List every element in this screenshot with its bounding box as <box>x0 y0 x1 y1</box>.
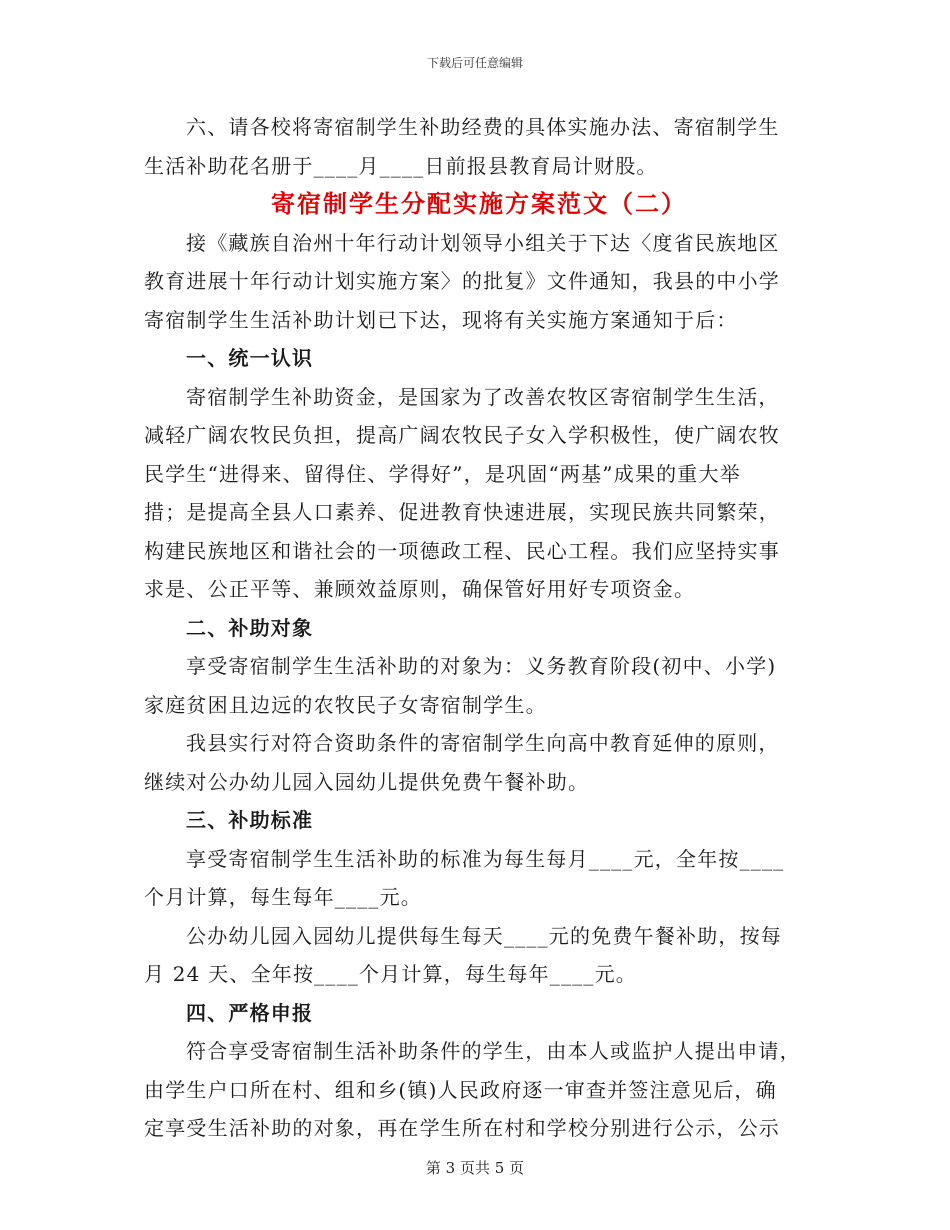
paragraph-line: 接《藏族自治州十年行动计划领导小组关于下达〈度省民族地区 <box>186 230 780 255</box>
paragraph-line: 教育进展十年行动计划实施方案〉的批复》文件通知，我县的中小学 <box>144 269 780 293</box>
paragraph-line: 构建民族地区和谐社会的一项德政工程、民心工程。我们应坚持实事 <box>144 538 780 563</box>
paragraph-line: 家庭贫困且边远的农牧民子女寄宿制学生。 <box>144 692 547 717</box>
section-heading: 四、严格申报 <box>186 1000 314 1025</box>
paragraph-line: 六、请各校将寄宿制学生补助经费的具体实施办法、寄宿制学生 <box>186 115 780 139</box>
paragraph-line: 寄宿制学生生活补助计划已下达，现将有关实施方案通知于后： <box>144 307 738 332</box>
paragraph-line: 继续对公办幼儿园入园幼儿提供免费午餐补助。 <box>144 769 590 794</box>
paragraph-line: 享受寄宿制学生生活补助的标准为每生每月____元，全年按____ <box>186 846 785 871</box>
section-heading: 一、统一认识 <box>186 346 314 370</box>
paragraph-line: 符合享受寄宿制生活补助条件的学生，由本人或监护人提出申请， <box>186 1039 801 1063</box>
paragraph-line: 公办幼儿园入园幼儿提供每生每天____元的免费午餐补助，按每 <box>186 923 782 948</box>
paragraph-line: 月 24 天、全年按____个月计算，每生每年____元。 <box>144 962 637 986</box>
page-footer: 第 3 页共 5 页 <box>425 1159 525 1177</box>
paragraph-line: 我县实行对符合资助条件的寄宿制学生向高中教育延伸的原则， <box>186 731 780 755</box>
section-heading: 三、补助标准 <box>186 808 314 832</box>
paragraph-line: 生活补助花名册于____月____日前报县教育局计财股。 <box>144 153 658 178</box>
paragraph-line: 定享受生活补助的对象，再在学生所在村和学校分别进行公示，公示 <box>144 1116 780 1140</box>
document-body <box>144 108 800 1148</box>
paragraph-line: 民学生“进得来、留得住、学得好”，是巩固“两基”成果的重大举 <box>144 461 741 486</box>
section-title: 寄宿制学生分配实施方案范文（二） <box>271 189 687 218</box>
paragraph-line: 个月计算，每生每年____元。 <box>144 885 422 909</box>
paragraph-line: 由学生户口所在村、组和乡(镇)人民政府逐一审查并签注意见后，确 <box>144 1077 777 1102</box>
paragraph-line: 享受寄宿制学生生活补助的对象为：义务教育阶段(初中、小学) <box>186 654 777 678</box>
paragraph-line: 寄宿制学生补助资金，是国家为了改善农牧区寄宿制学生生活， <box>186 384 780 409</box>
paragraph-line: 减轻广阔农牧民负担，提高广阔农牧民子女入学积极性，使广阔农牧 <box>144 423 780 447</box>
page-header: 下载后可任意编辑 <box>426 56 523 70</box>
paragraph-line: 措；是提高全县人口素养、促进教育快速进展，实现民族共同繁荣， <box>144 500 780 524</box>
section-heading: 二、补助对象 <box>186 615 314 640</box>
paragraph-line: 求是、公正平等、兼顾效益原则，确保管好用好专项资金。 <box>144 577 696 601</box>
